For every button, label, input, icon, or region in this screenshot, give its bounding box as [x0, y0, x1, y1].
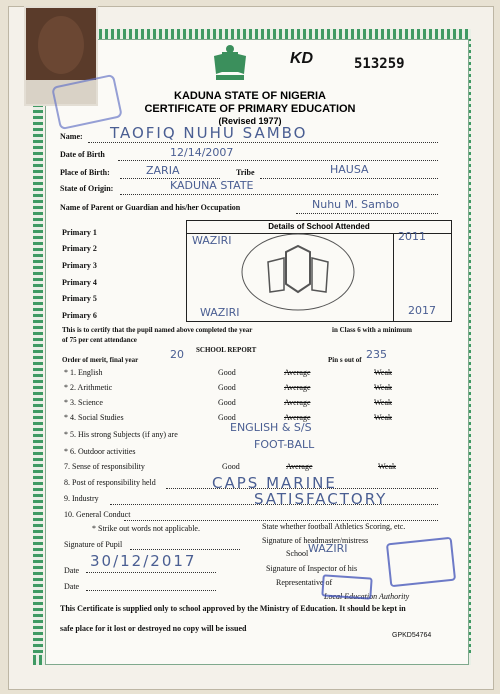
industry-label: 9. Industry [64, 494, 99, 503]
arithmetic-good: Good [218, 383, 236, 392]
order-value: 20 [170, 348, 184, 361]
school-value: WAZIRI [308, 542, 348, 555]
tribe-label: Tribe [236, 168, 255, 177]
science-weak: Weak [374, 398, 393, 407]
state-line [120, 194, 438, 195]
arithmetic-weak: Weak [374, 383, 393, 392]
general-line [124, 520, 438, 521]
attendance-text: of 75 per cent attendance [62, 336, 137, 344]
responsibility-label: 7. Sense of responsibility [64, 462, 145, 471]
social-good: Good [218, 413, 236, 422]
subject-english: * 1. English [64, 368, 103, 377]
footer-line-2: safe place for it lost or destroyed no copy will be issued [60, 624, 247, 633]
primary-5-label: Primary 5 [62, 294, 97, 303]
subject-social-studies: * 4. Social Studies [64, 413, 124, 422]
revised-note: (Revised 1977) [218, 116, 282, 126]
dob-label: Date of Birth [60, 150, 105, 159]
date-line-2 [86, 590, 216, 591]
pupil-sig-line [130, 549, 240, 550]
parent-label: Name of Parent or Guardian and his/her Occupation [60, 203, 241, 212]
dob-line [118, 160, 438, 161]
primary-4-label: Primary 4 [62, 278, 97, 287]
year-start: 2011 [398, 230, 426, 243]
pupil-signature-label: Signature of Pupil [64, 540, 123, 549]
date-line [86, 572, 216, 573]
table-divider [393, 233, 394, 321]
school-name-end: WAZIRI [200, 306, 240, 319]
sport-note: State whether football Athletics Scoring, etc. [262, 522, 406, 531]
arithmetic-average: Average [284, 383, 311, 392]
tribe-value: HAUSA [330, 163, 369, 176]
school-name-start: WAZIRI [192, 234, 232, 247]
responsibility-good: Good [222, 462, 240, 471]
science-good: Good [218, 398, 236, 407]
school-stamp [386, 537, 456, 588]
responsibility-average: Average [286, 462, 313, 471]
year-end: 2017 [408, 304, 436, 317]
out-of-label: Pin s out of [328, 356, 362, 364]
subject-arithmetic: * 2. Arithmetic [64, 383, 113, 392]
primary-2-label: Primary 2 [62, 244, 97, 253]
school-label: School [286, 549, 309, 558]
parent-value: Nuhu M. Sambo [312, 198, 400, 211]
tribe-line [260, 178, 438, 179]
certify-text: This is to certify that the pupil named above completed the year [62, 326, 253, 334]
date-label: Date [64, 566, 80, 575]
social-average: Average [284, 413, 311, 422]
school-table-header: Details of School Attended [187, 221, 451, 234]
primary-3-label: Primary 3 [62, 261, 97, 270]
name-line [88, 142, 438, 143]
english-weak: Weak [374, 368, 393, 377]
inspector-signature-label: Signature of Inspector of his [266, 564, 358, 573]
general-conduct-value: SATISFACTORY [254, 490, 388, 508]
school-report-heading: SCHOOL REPORT [196, 346, 257, 354]
english-good: Good [218, 368, 236, 377]
general-conduct-label: 10. General Conduct [64, 510, 131, 519]
form-code: GPKD54764 [392, 632, 432, 639]
primary-1-label: Primary 1 [62, 228, 97, 237]
date-value: 30/12/2017 [90, 552, 197, 570]
strike-note: * Strike out words not applicable. [92, 524, 200, 533]
pob-label: Place of Birth: [60, 168, 110, 177]
name-label: Name: [60, 132, 83, 141]
authority-stamp [321, 574, 372, 599]
out-of-value: 235 [366, 348, 387, 361]
authority-label: Local Education Authority [324, 592, 410, 601]
parent-line [296, 213, 438, 214]
post-label: 8. Post of responsibility held [64, 478, 156, 487]
representative-label: Representative of [276, 578, 333, 587]
state-label: State of Origin: [60, 184, 114, 193]
outdoor-label: * 6. Outdoor activities [64, 447, 136, 456]
subject-science: * 3. Science [64, 398, 103, 407]
certify-text-2: in Class 6 with a minimum [332, 326, 412, 334]
english-average: Average [284, 368, 311, 377]
state-seal-icon [238, 232, 358, 312]
strong-subjects-label: * 5. His strong Subjects (if any) are [64, 430, 178, 439]
primary-6-label: Primary 6 [62, 311, 97, 320]
post-value: CAPS MARINE [212, 474, 337, 492]
state-title: KADUNA STATE OF NIGERIA [174, 90, 326, 102]
date-label-2: Date [64, 582, 80, 591]
head-signature-label: Signature of headmaster/mistress [262, 536, 369, 545]
science-average: Average [284, 398, 311, 407]
footer-line-1: This Certificate is supplied only to school approved by the Ministry of Education. It should be kept in [60, 604, 406, 613]
name-value: TAOFIQ NUHU SAMBO [110, 124, 308, 142]
responsibility-weak: Weak [378, 462, 397, 471]
order-label: Order of merit, final year [62, 356, 139, 364]
certificate-title: CERTIFICATE OF PRIMARY EDUCATION [144, 103, 356, 115]
serial-number: 513259 [354, 56, 405, 72]
state-value: KADUNA STATE [170, 179, 254, 192]
outdoor-value: FOOT-BALL [254, 438, 315, 451]
pob-value: ZARIA [146, 164, 180, 177]
social-weak: Weak [374, 413, 393, 422]
coat-of-arms-icon [208, 42, 252, 86]
strong-subjects-value: ENGLISH & S/S [230, 421, 312, 434]
face-shape [38, 16, 84, 74]
kd-label: KD [290, 50, 314, 67]
dob-value: 12/14/2007 [170, 146, 234, 159]
